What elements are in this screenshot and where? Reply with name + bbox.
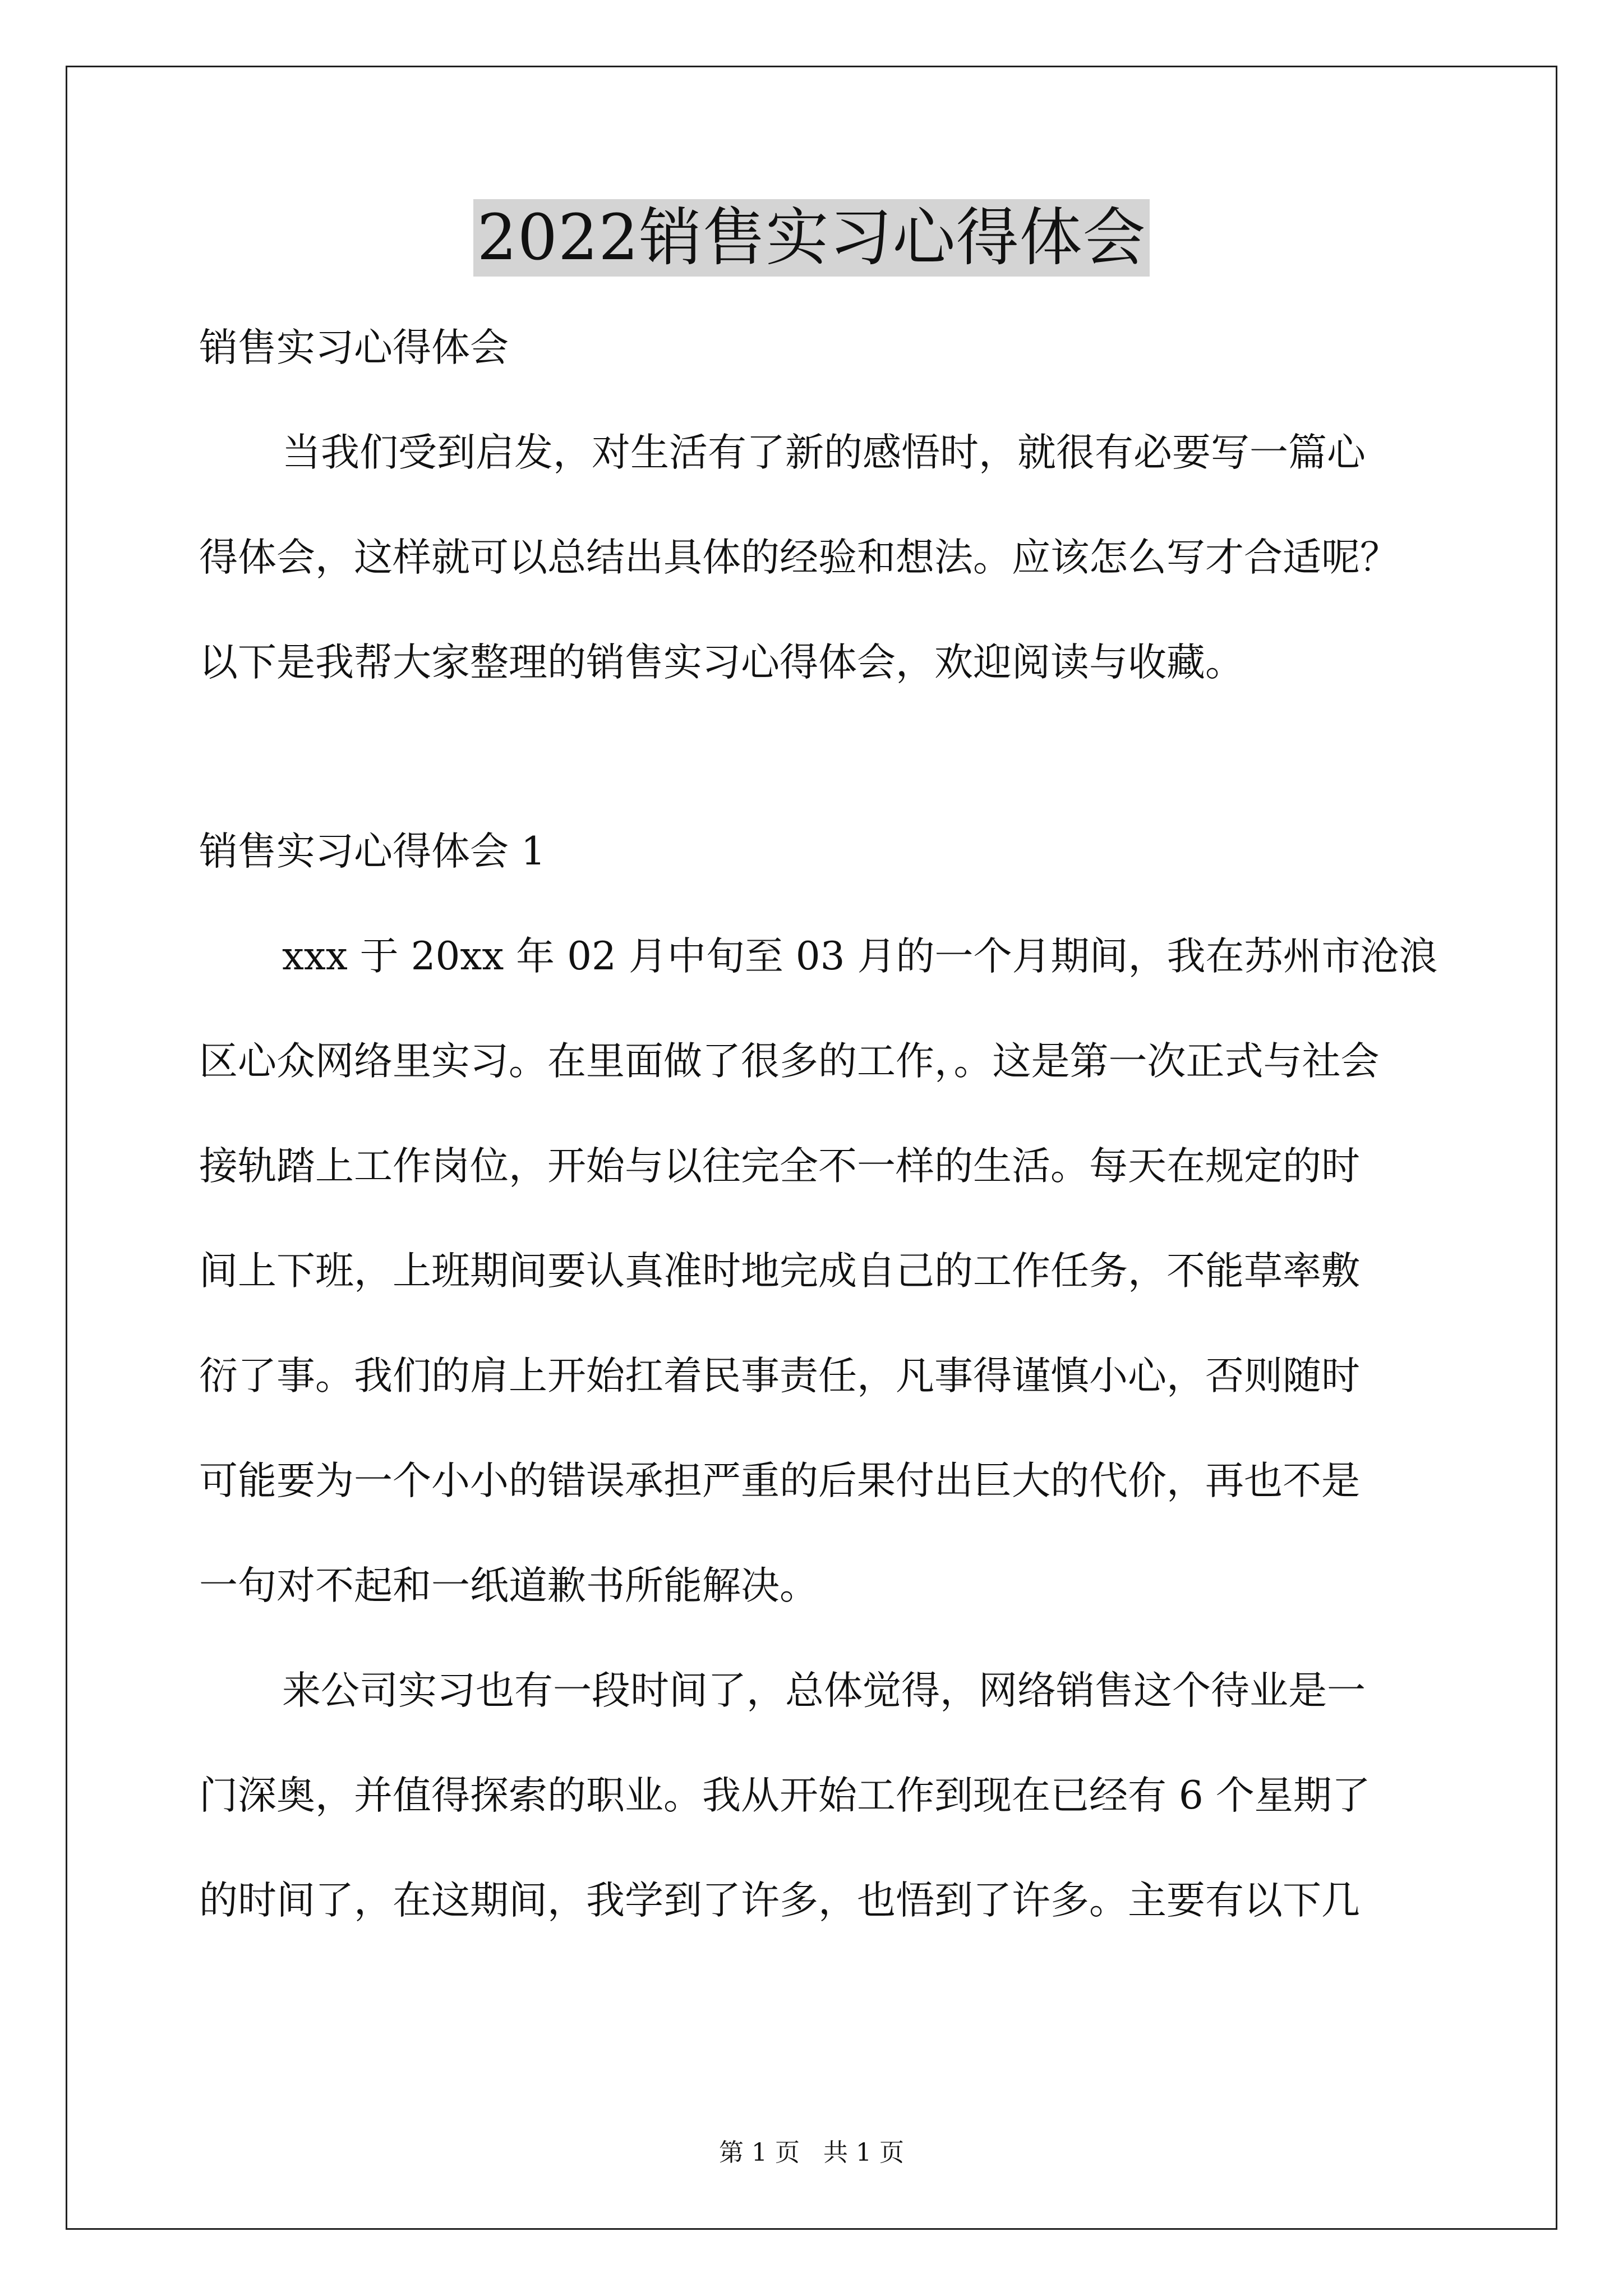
paragraph-line: 一句对不起和一纸道歉书所能解决。: [199, 1563, 818, 1608]
paragraph-line: 接轨踏上工作岗位，开始与以往完全不一样的生活。每天在规定的时: [199, 1144, 1360, 1189]
section-gap: [199, 731, 1438, 815]
paragraph-line: 门深奥，并值得探索的职业。我从开始工作到现在已经有 6 个星期了: [199, 1773, 1371, 1818]
page-footer: [0, 2136, 1623, 2170]
paragraph-line: 来公司实习也有一段时间了，总体觉得，网络销售这个待业是一: [282, 1668, 1366, 1713]
section-heading: 销售实习心得体会 1: [199, 829, 546, 874]
paragraph-line: 衍了事。我们的肩上开始扛着民事责任，凡事得谨慎小心，否则随时: [199, 1354, 1360, 1398]
paragraph-line: 可能要为一个小小的错误承担严重的后果付出巨大的代价，再也不是: [199, 1458, 1360, 1503]
paragraph-line: 区心众网络里实习。在里面做了很多的工作，。这是第一次正式与社会: [199, 1039, 1380, 1084]
intro-line: 得体会，这样就可以总结出具体的经验和想法。应该怎么写才合适呢？: [199, 535, 1399, 580]
document-title: 2022销售实习心得体会: [473, 199, 1149, 277]
paragraph-line: xxx 于 20xx 年 02 月中旬至 03 月的一个月期间，我在苏州市沧浪: [282, 934, 1438, 979]
page-number: 第 1 页: [719, 2138, 800, 2167]
page-total: 共 1 页: [823, 2138, 904, 2167]
paragraph-line: 的时间了，在这期间，我学到了许多，也悟到了许多。主要有以下几: [199, 1878, 1360, 1923]
document-body: [199, 311, 1438, 1969]
title-wrap: [0, 199, 1623, 277]
paragraph-line: 间上下班，上班期间要认真准时地完成自己的工作任务，不能草率敷: [199, 1249, 1360, 1294]
intro-line: 以下是我帮大家整理的销售实习心得体会，欢迎阅读与收藏。: [199, 640, 1244, 685]
intro-line: 当我们受到启发，对生活有了新的感悟时，就很有必要写一篇心: [282, 430, 1366, 475]
intro-heading: 销售实习心得体会: [199, 325, 509, 370]
